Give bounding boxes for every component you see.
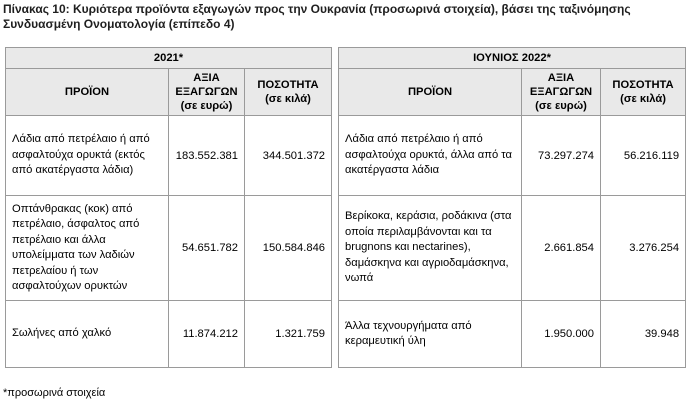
product-cell: Άλλα τεχνουργήματα από κεραμευτική ύλη	[339, 301, 522, 368]
quantity-cell: 56.216.119	[601, 116, 686, 196]
product-header-left: ΠΡΟΪΟΝ	[6, 69, 169, 116]
period-2021-header: 2021*	[6, 48, 332, 69]
product-header-right: ΠΡΟΪΟΝ	[339, 69, 522, 116]
value-cell: 2.661.854	[522, 196, 601, 301]
quantity-cell: 150.584.846	[245, 196, 332, 301]
value-header-left: ΑΞΙΑ ΕΞΑΓΩΓΩΝ (σε ευρώ)	[169, 69, 245, 116]
table-row	[6, 301, 686, 368]
quantity-header-right: ΠΟΣΟΤΗΤΑ (σε κιλά)	[601, 69, 686, 116]
footnote: *προσωρινά στοιχεία	[3, 387, 106, 399]
value-cell: 73.297.274	[522, 116, 601, 196]
value-cell: 1.950.000	[522, 301, 601, 368]
quantity-cell: 39.948	[601, 301, 686, 368]
quantity-header-left: ΠΟΣΟΤΗΤΑ (σε κιλά)	[245, 69, 332, 116]
table-row	[6, 196, 686, 301]
value-cell: 183.552.381	[169, 116, 245, 196]
quantity-cell: 344.501.372	[245, 116, 332, 196]
table-title: Πίνακας 10: Κυριότερα προϊόντα εξαγωγών προς την Ουκρανία (προσωρινά στοιχεία), βάσει της ταξινόμησης Συνδυασμένη Ονοματολογία (επίπεδο 4)	[3, 2, 631, 31]
product-cell: Λάδια από πετρέλαιο ή από ασφαλτούχα ορυκτά, άλλα από τα ακατέργαστα λάδια	[339, 116, 522, 196]
product-cell: Σωλήνες από χαλκό	[6, 301, 169, 368]
quantity-cell: 1.321.759	[245, 301, 332, 368]
product-cell: Λάδια από πετρέλαιο ή από ασφαλτούχα ορυκτά (εκτός από ακατέργαστα λάδια)	[6, 116, 169, 196]
value-header-right: ΑΞΙΑ ΕΞΑΓΩΓΩΝ (σε ευρώ)	[522, 69, 601, 116]
period-2022-header: ΙΟΥΝΙΟΣ 2022*	[339, 48, 686, 69]
table-row	[6, 116, 686, 196]
quantity-cell: 3.276.254	[601, 196, 686, 301]
product-cell: Βερίκοκα, κεράσια, ροδάκινα (στα οποία περιλαμβάνονται και τα brugnons και nectarines), δαμάσκηνα και αγριοδαμάσκηνα, νωπά	[339, 196, 522, 301]
product-cell: Οπτάνθρακας (κοκ) από πετρέλαιο, άσφαλτος από πετρέλαιο και άλλα υπολείμματα των λαδιών πετρελαίου ή των ασφαλτούχων ορυκτών	[6, 196, 169, 301]
value-cell: 11.874.212	[169, 301, 245, 368]
value-cell: 54.651.782	[169, 196, 245, 301]
exports-table	[5, 47, 686, 368]
